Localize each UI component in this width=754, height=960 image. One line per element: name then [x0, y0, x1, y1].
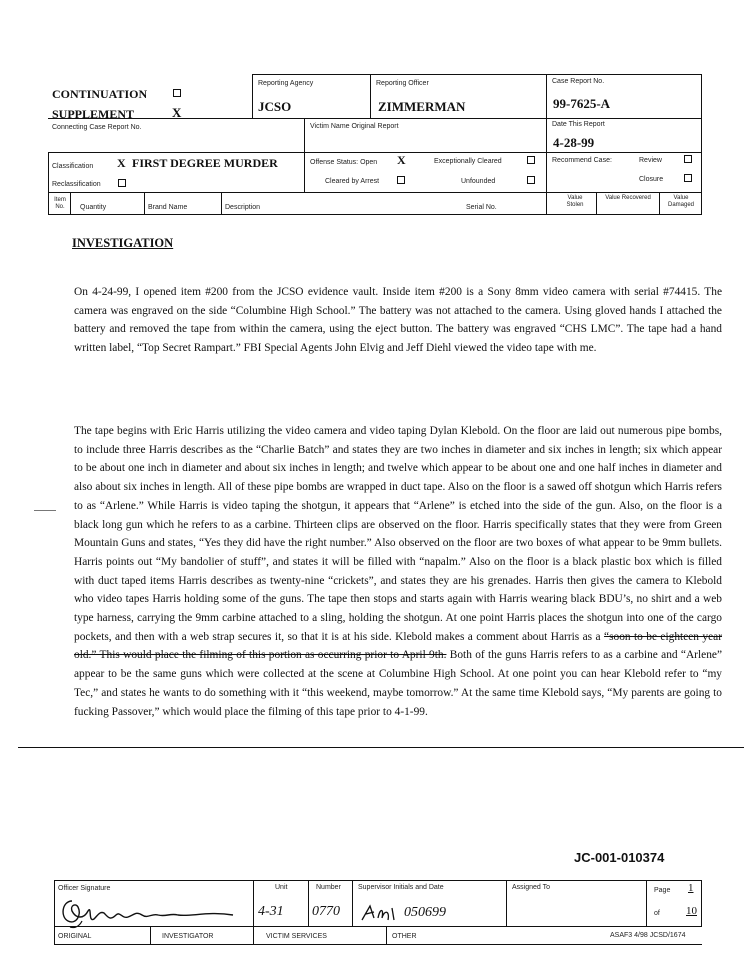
date-this-report: 4-28-99	[553, 135, 595, 150]
case-report-no: 99-7625-A	[553, 96, 611, 111]
classification-mark: X	[117, 156, 126, 170]
date-this-report-label: Date This Report	[552, 121, 605, 128]
bates-number: JC-001-010374	[574, 850, 665, 865]
review-checkbox	[684, 155, 692, 163]
other-label: OTHER	[392, 933, 417, 940]
unit-label: Unit	[275, 884, 288, 891]
brand-name-header: Brand Name	[148, 204, 188, 211]
paragraph-1-text: On 4-24-99, I opened item #200 from the JCSO evidence vault. Inside item #200 is a Sony 8mm video camera with serial #74415. The camera was engraved on the side “Columbine High School.” The battery was not attached to the camera. Using gloved hands I attached the battery and removed the tape from within the camera, using the eject button. The battery was engraved “CHS LMC”. The tape had a hand written label, “Top Secret Rampart.” FBI Special Agents John Elvig and Jeff Diehl viewed the video tape with me.	[74, 286, 722, 355]
page-number: 1	[688, 882, 694, 894]
margin-mark	[34, 510, 56, 511]
original-label: ORIGINAL	[58, 933, 92, 940]
reclassification-label: Reclassification	[52, 181, 101, 188]
item-no-header: Item No.	[54, 197, 66, 210]
paragraph-2-wrapper	[74, 422, 722, 721]
value-damaged-header: Value Damaged	[667, 195, 694, 208]
paragraph-1	[74, 283, 722, 358]
supplement-mark: X	[172, 105, 182, 120]
strikethrough-line	[18, 747, 744, 748]
paragraph-2-text-b: Both of the guns Harris refers to as a carbine and “Arlene” appear to be the same guns which were collected at the scene at Columbine High School. At one point you can hear Klebold refer to “my Tec,” and states he wants to do something with it “this weekend, maybe tomorrow.” At the same time Klebold says, “My parents are going to fucking Passover,” which would place the filming of this tape prior to 4-1-99.	[74, 649, 722, 718]
closure-label: Closure	[639, 176, 664, 183]
cleared-by-arrest-checkbox	[397, 176, 405, 184]
serial-no-header: Serial No.	[466, 204, 497, 211]
reporting-officer: ZIMMERMAN	[378, 99, 466, 114]
classification-value: FIRST DEGREE MURDER	[132, 156, 278, 170]
recommend-case-label: Recommend Case:	[552, 157, 612, 164]
victim-services-label: VICTIM SERVICES	[266, 933, 327, 940]
offense-open-mark: X	[397, 153, 406, 167]
officer-signature-image	[58, 893, 248, 931]
number-label: Number	[316, 884, 341, 891]
review-label: Review	[639, 157, 662, 164]
reporting-agency: JCSO	[258, 99, 292, 114]
unfounded-label: Unfounded	[461, 178, 496, 185]
cleared-by-arrest-label: Cleared by Arrest	[325, 178, 380, 185]
officer-signature-label: Officer Signature	[58, 885, 111, 892]
value-stolen-header: Value Stolen	[566, 195, 584, 208]
supervisor-label: Supervisor Initials and Date	[358, 884, 444, 891]
reporting-agency-label: Reporting Agency	[258, 80, 314, 87]
form-number: ASAF3 4/98 JCSD/1674	[610, 932, 686, 939]
page-total: 10	[686, 905, 697, 917]
continuation-checkbox	[173, 89, 181, 97]
section-title: INVESTIGATION	[72, 236, 174, 250]
paragraph-2-struck-text: “soon to be eighteen year old.” This would place the filming of this portion as occurring prior to April 9th.	[74, 630, 723, 662]
exceptionally-cleared-label: Exceptionally Cleared	[434, 158, 502, 165]
reclassification-checkbox	[118, 179, 126, 187]
continuation-label: CONTINUATION	[52, 87, 148, 101]
victim-name-label: Victim Name Original Report	[310, 123, 399, 130]
number-value: 0770	[312, 904, 340, 919]
assigned-to-label: Assigned To	[512, 884, 551, 891]
case-report-no-label: Case Report No.	[552, 78, 605, 85]
unit-value: 4-31	[258, 904, 284, 919]
supervisor-date: 050699	[404, 905, 446, 920]
paragraph-2	[74, 422, 722, 721]
investigator-label: INVESTIGATOR	[162, 933, 214, 940]
classification-label: Classification	[52, 163, 94, 170]
exceptionally-cleared-checkbox	[527, 156, 535, 164]
quantity-header: Quantity	[80, 204, 107, 211]
of-label: of	[654, 910, 660, 917]
paragraph-2-text-a: The tape begins with Eric Harris utilizing the video camera and video taping Dylan Klebold. On the floor are laid out numerous pipe bombs, to include three Harris describes as the “Charlie Batch” and states they are two inches in diameter and six inches in length; six which appear to be about one inch in diameter and about six inches in length; and twelve which appear to be about one and one half inches in diameter and also about six inches in length. All of these pipe bombs are wrapped in duct tape. Also on the floor is a sawed off shotgun which Harris refers to as “Arlene.” While Harris is video taping the shotgun, it appears that “Arlene” is etched into the side of the gun. Also, on the floor is a black long gun which he refers to as a carbine. Thirteen clips are observed on the floor. Harris specifically states that they were from Green Mountain Guns and states, “Yes they did have the right number.” Also observed on the floor are two boxes of what appear to be 9mm bullets. Harris points out “My bandolier of stuff”, and states it will be filled with “napalm.” Also on the floor is a black plastic box which is filled with duct taped items Harris describes as twenty-nine “crickets”, and states they are his grenades. Harris then gives the camera to Klebold who video tapes Harris holding some of the guns. The tape then stops and starts again with Harris wearing black BDU’s, no shirt and a web type harness, carrying the 9mm carbine attached to a sling, holding the shotgun. At one point Harris places the shotgun into one of the cargo pockets, and then with a web strap secures it, so that it is at his side. Klebold makes a comment about Harris as a	[74, 425, 722, 643]
closure-checkbox	[684, 174, 692, 182]
value-recovered-header: Value Recovered	[605, 195, 651, 201]
page-label: Page	[654, 887, 671, 894]
connecting-case-label: Connecting Case Report No.	[52, 124, 142, 131]
offense-status-label: Offense Status: Open	[310, 159, 378, 166]
supplement-label: SUPPLEMENT	[52, 107, 135, 121]
supervisor-initials-image	[358, 902, 400, 924]
unfounded-checkbox	[527, 176, 535, 184]
description-header: Description	[225, 204, 261, 211]
reporting-officer-label: Reporting Officer	[376, 80, 429, 87]
